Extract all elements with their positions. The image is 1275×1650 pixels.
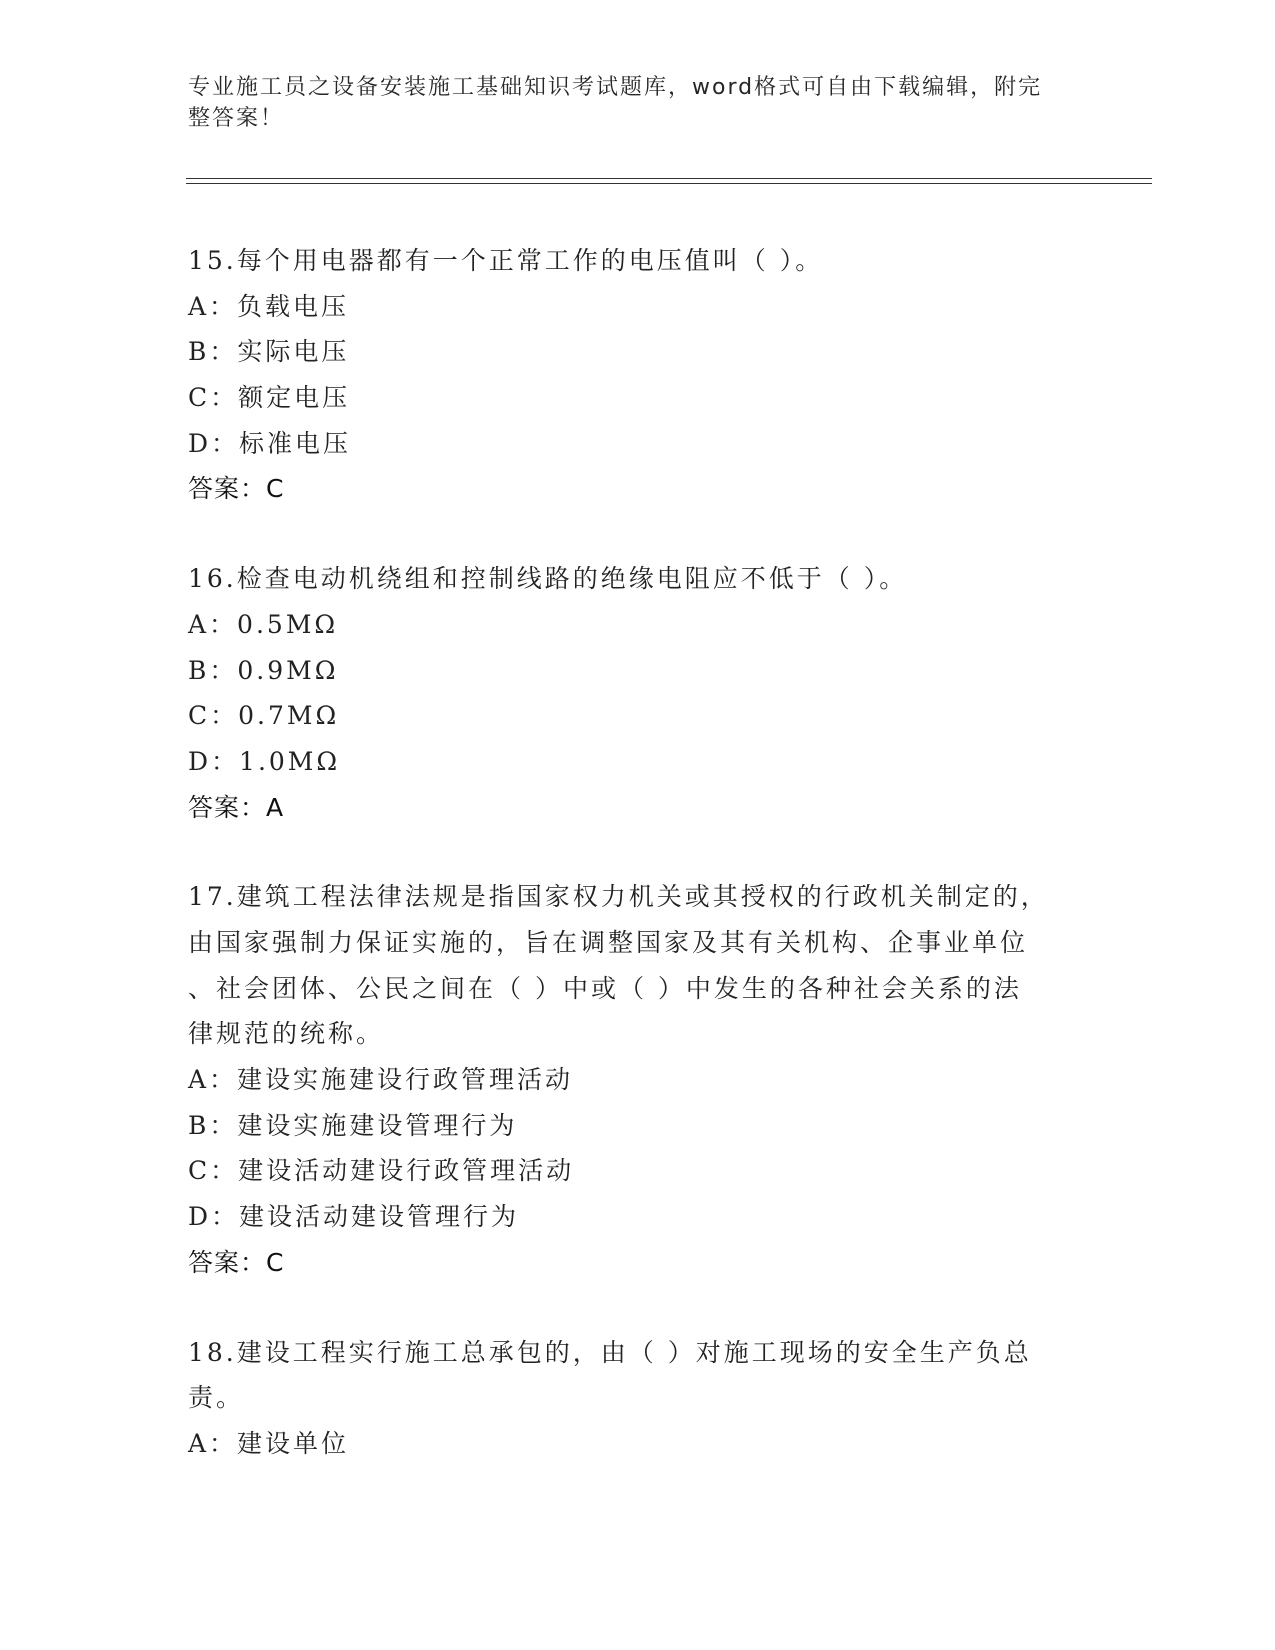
answer: 答案：C (188, 474, 285, 504)
option-d: D：建设活动建设管理行为 (188, 1202, 520, 1232)
question-stem-line: 律规范的统称。 (188, 1019, 385, 1049)
question-18 (188, 1330, 1068, 1467)
option-c: C：额定电压 (188, 383, 351, 413)
option-b: B：实际电压 (188, 337, 350, 367)
option-a: A：建设实施建设行政管理活动 (188, 1065, 574, 1095)
option-b: B：建设实施建设管理行为 (188, 1110, 518, 1140)
answer: 答案：A (188, 792, 285, 822)
header-divider-bottom (186, 183, 1152, 184)
question-15 (188, 238, 1068, 512)
question-stem-line: 责。 (188, 1383, 245, 1413)
option-d: D：1.0MΩ (188, 746, 341, 776)
question-17 (188, 874, 1068, 1285)
option-c: C：0.7MΩ (188, 701, 340, 731)
option-d: D：标准电压 (188, 428, 352, 458)
question-stem-line: 、社会团体、公民之间在（ ）中或（ ）中发生的各种社会关系的法 (188, 973, 1022, 1003)
question-list (188, 238, 1068, 1511)
header-line-1: 专业施工员之设备安装施工基础知识考试题库，word格式可自由下载编辑，附完 (188, 75, 1043, 100)
question-16 (188, 556, 1068, 830)
question-stem-line: 18.建设工程实行施工总承包的，由（ ）对施工现场的安全生产负总 (188, 1337, 1032, 1367)
option-a: A：负载电压 (188, 291, 350, 321)
header-divider-top (186, 178, 1152, 179)
question-stem-line: 17.建筑工程法律法规是指国家权力机关或其授权的行政机关制定的， (188, 882, 1049, 912)
option-b: B：0.9MΩ (188, 655, 339, 685)
answer: 答案：C (188, 1247, 285, 1277)
question-stem: 15.每个用电器都有一个正常工作的电压值叫（ ）。 (188, 246, 824, 275)
option-c: C：建设活动建设行政管理活动 (188, 1156, 575, 1186)
question-stem-line: 由国家强制力保证实施的，旨在调整国家及其有关机构、企事业单位 (188, 927, 1029, 957)
option-a: A：0.5MΩ (188, 609, 339, 639)
document-header (188, 72, 1068, 134)
question-stem: 16.检查电动机绕组和控制线路的绝缘电阻应不低于（ ）。 (188, 564, 908, 594)
header-line-2: 整答案！ (188, 106, 285, 131)
option-a: A：建设单位 (188, 1428, 350, 1458)
